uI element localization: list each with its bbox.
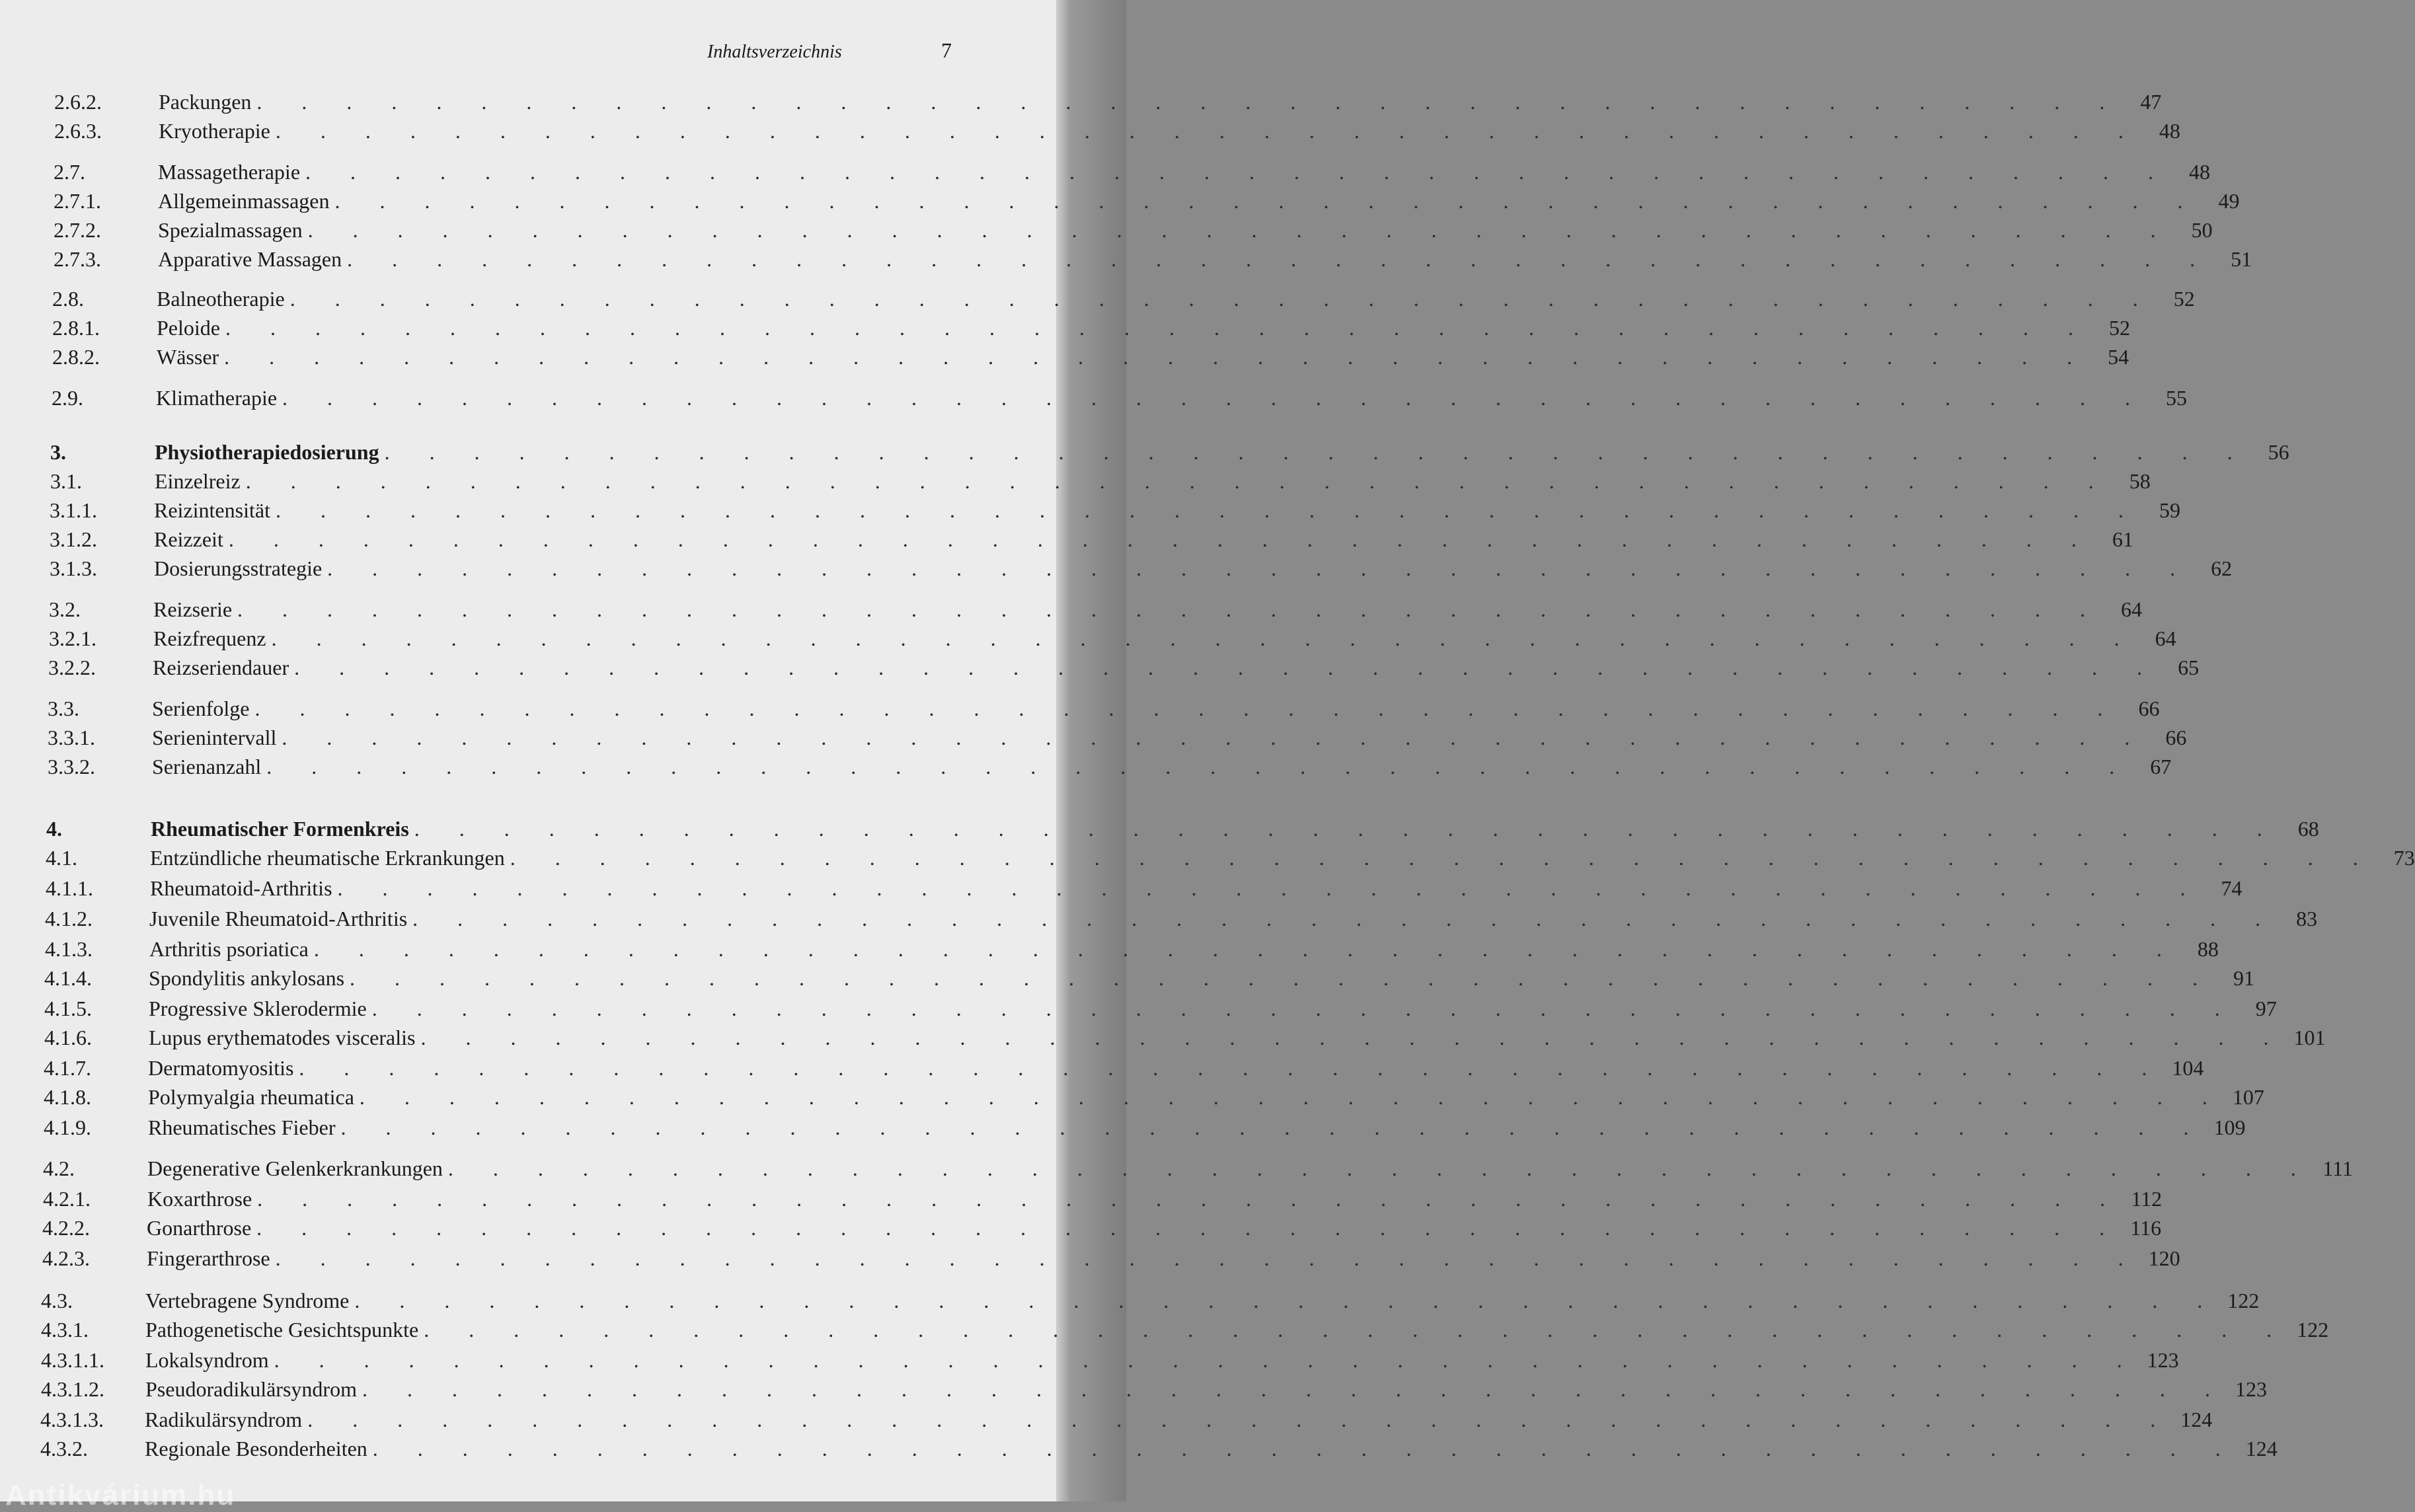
entry-page: 68 <box>2297 817 2319 841</box>
entry-number: 2.7.2. <box>54 218 101 242</box>
entry-page: 101 <box>2293 1026 2326 1049</box>
entry-number: 4.1.9. <box>44 1115 91 1139</box>
dot-leader: . . . . . . . . . . . . . . . . . . . . . . . . . . . . . . . . . . . . . . . . . . <box>510 846 2375 870</box>
entry-page: 66 <box>2138 697 2160 720</box>
toc-entry <box>41 1318 2329 1347</box>
entry-page: 48 <box>2159 119 2180 143</box>
entry-title: Rheumatischer Formenkreis <box>151 817 409 841</box>
entry-title: Massagetherapie <box>158 160 301 184</box>
entry-page: 61 <box>2112 527 2133 551</box>
entry-title: Reizfrequenz <box>153 626 266 650</box>
entry-title: Reizzeit <box>154 527 223 551</box>
entry-number: 4.3.2. <box>40 1437 88 1460</box>
entry-title: Arthritis psoriatica <box>149 937 309 961</box>
entry-title: Polymyalgia rheumatica <box>148 1085 354 1109</box>
entry-number: 3.1. <box>50 469 82 493</box>
toc-entry <box>54 218 2213 247</box>
entry-title: Pseudoradikulärsyndrom <box>145 1377 357 1401</box>
entry-title: Allgemeinmassagen <box>158 189 330 213</box>
entry-title: Reizserie <box>153 597 233 621</box>
running-title: Inhaltsverzeichnis <box>707 42 842 62</box>
entry-number: 4.3.1.1. <box>41 1348 104 1372</box>
dot-leader: . . . . . . . . . . . . . . . . . . . . . . . . . . . . . . . . . . . . . . . . . . <box>294 656 2160 679</box>
entry-number: 3.1.1. <box>50 498 97 522</box>
entry-page: 52 <box>2173 287 2195 311</box>
entry-number: 4. <box>46 817 62 841</box>
toc-entry <box>50 469 2151 498</box>
entry-number: 2.7.3. <box>54 247 101 271</box>
entry-title: Radikulärsyndrom <box>145 1408 303 1431</box>
dot-leader: . . . . . . . . . . . . . . . . . . . . . . . . . . . . . . . . . . . . . . . . . . <box>412 907 2278 930</box>
dot-leader: . . . . . . . . . . . . . . . . . . . . . . . . . . . . . . . . . . . . . . . . . . <box>359 1085 2225 1109</box>
entry-page: 122 <box>2227 1289 2260 1312</box>
entry-title: Dermatomyositis <box>148 1056 294 1080</box>
entry-page: 123 <box>2235 1377 2267 1401</box>
dot-leader: . . . . . . . . . . . . . . . . . . . . . . . . . . . . . . . . . . . . . . . . . . <box>254 697 2120 720</box>
entry-number: 4.1.2. <box>45 907 93 930</box>
toc-chapter-entry <box>46 817 2319 846</box>
entry-number: 2.6.3. <box>54 119 102 143</box>
entry-title: Pathogenetische Gesichtspunkte <box>145 1318 419 1342</box>
entry-title: Rheumatoid-Arthritis <box>150 876 332 900</box>
entry-page: 48 <box>2189 160 2211 184</box>
entry-number: 4.2.3. <box>42 1246 90 1270</box>
entry-page: 107 <box>2232 1085 2264 1109</box>
entry-number: 4.3.1.2. <box>41 1377 104 1401</box>
entry-number: 3.1.2. <box>50 527 97 551</box>
entry-number: 2.7. <box>54 160 85 184</box>
toc-entry <box>43 1187 2163 1216</box>
dot-leader: . . . . . . . . . . . . . . . . . . . . . . . . . . . . . . . . . . . . . . . . . . <box>237 597 2103 621</box>
entry-page: 88 <box>2197 937 2219 961</box>
dot-leader: . . . . . . . . . . . . . . . . . . . . . . . . . . . . . . . . . . . . . . . . . . <box>307 1408 2173 1431</box>
entry-number: 3.1.3. <box>50 556 97 580</box>
dot-leader: . . . . . . . . . . . . . . . . . . . . . . . . . . . . . . . . . . . . . . . . . . <box>299 1056 2165 1080</box>
entry-page: 112 <box>2131 1187 2163 1211</box>
entry-number: 4.3.1. <box>41 1318 89 1342</box>
dot-leader: . . . . . . . . . . . . . . . . . . . . . . . . . . . . . . . . . . . . . . . . . . <box>275 119 2141 143</box>
dot-leader: . . . . . . . . . . . . . . . . . . . . . . . . . . . . . . . . . . . . . . . . . . <box>447 1156 2313 1180</box>
entry-page: 104 <box>2172 1056 2204 1080</box>
entry-title: Entzündliche rheumatische Erkrankungen <box>150 846 505 870</box>
toc-entry <box>48 726 2187 755</box>
toc-entry <box>41 1377 2267 1406</box>
toc-entry <box>44 1056 2204 1085</box>
entry-title: Gonarthrose <box>147 1216 252 1240</box>
entry-page: 51 <box>2231 247 2252 271</box>
dot-leader: . . . . . . . . . . . . . . . . . . . . . . . . . . . . . . . . . . . . . . . . . . <box>362 1377 2227 1401</box>
entry-number: 2.8.1. <box>52 316 100 340</box>
dot-leader: . . . . . . . . . . . . . . . . . . . . . . . . . . . . . . . . . . . . . . . . . . <box>257 1187 2123 1211</box>
entry-title: Apparative Massagen <box>158 247 342 271</box>
entry-page: 54 <box>2108 345 2129 369</box>
entry-title: Vertebragene Syndrome <box>145 1289 350 1312</box>
dot-leader: . . . . . . . . . . . . . . . . . . . . . . . . . . . . . . . . . . . . . . . . . . <box>337 876 2203 900</box>
toc-entry <box>45 937 2219 966</box>
entry-number: 4.1.4. <box>44 966 92 990</box>
entry-title: Dosierungsstrategie <box>154 556 323 580</box>
dot-leader: . . . . . . . . . . . . . . . . . . . . . . . . . . . . . . . . . . . . . . . . . . <box>371 997 2237 1020</box>
entry-page: 109 <box>2213 1115 2246 1139</box>
entry-page: 67 <box>2150 755 2172 778</box>
toc-entry <box>44 1026 2326 1055</box>
dot-leader: . . . . . . . . . . . . . . . . . . . . . . . . . . . . . . . . . . . . . . . . . . <box>266 755 2132 778</box>
entry-number: 2.8. <box>52 287 84 311</box>
dot-leader: . . . . . . . . . . . . . . . . . . . . . . . . . . . . . . . . . . . . . . . . . . <box>275 1246 2141 1270</box>
entry-page: 123 <box>2147 1348 2179 1372</box>
entry-page: 65 <box>2178 656 2200 679</box>
entry-page: 52 <box>2108 316 2130 340</box>
entry-number: 3.2.1. <box>49 626 96 650</box>
toc-entry <box>52 287 2195 316</box>
toc-entry <box>50 556 2233 586</box>
toc-entry <box>40 1437 2278 1466</box>
dot-leader: . . . . . . . . . . . . . . . . . . . . . . . . . . . . . . . . . . . . . . . . . . <box>275 498 2141 522</box>
entry-title: Klimatherapie <box>156 386 278 410</box>
entry-title: Einzelreiz <box>155 469 241 493</box>
entry-title: Lupus erythematodes visceralis <box>149 1026 416 1049</box>
toc-entry <box>45 907 2318 936</box>
entry-title: Physiotherapiedosierung <box>155 440 379 464</box>
entry-number: 4.3.1.3. <box>40 1408 104 1431</box>
entry-page: 116 <box>2130 1216 2162 1240</box>
entry-title: Balneotherapie <box>157 287 285 311</box>
entry-page: 64 <box>2155 626 2176 650</box>
entry-title: Serienfolge <box>152 697 250 720</box>
entry-page: 120 <box>2148 1246 2180 1270</box>
toc-entry <box>44 966 2255 995</box>
entry-number: 2.8.2. <box>52 345 100 369</box>
entry-title: Serienintervall <box>152 726 277 749</box>
dot-leader: . . . . . . . . . . . . . . . . . . . . . . . . . . . . . . . . . . . . . . . . . . <box>282 726 2147 749</box>
dot-leader: . . . . . . . . . . . . . . . . . . . . . . . . . . . . . . . . . . . . . . . . . . <box>256 1216 2122 1240</box>
entry-number: 4.2. <box>43 1156 75 1180</box>
toc-entry <box>54 90 2162 119</box>
dot-leader: . . . . . . . . . . . . . . . . . . . . . . . . . . . . . . . . . . . . . . . . . . <box>224 345 2090 369</box>
toc-entry <box>46 846 2415 875</box>
entry-page: 97 <box>2255 997 2277 1020</box>
toc-entry <box>52 316 2130 345</box>
entry-title: Spezialmassagen <box>158 218 303 242</box>
toc-entry <box>46 876 2242 905</box>
toc-entry <box>54 247 2252 276</box>
entry-page: 111 <box>2322 1156 2353 1180</box>
toc-entry <box>44 1115 2246 1145</box>
entry-title: Serienanzahl <box>152 755 262 778</box>
dot-leader: . . . . . . . . . . . . . . . . . . . . . . . . . . . . . . . . . . . . . . . . . . <box>372 1437 2238 1460</box>
entry-number: 4.1.6. <box>44 1026 92 1049</box>
dot-leader: . . . . . . . . . . . . . . . . . . . . . . . . . . . . . . . . . . . . . . . . . . <box>245 469 2111 493</box>
entry-title: Koxarthrose <box>147 1187 252 1211</box>
dot-leader: . . . . . . . . . . . . . . . . . . . . . . . . . . . . . . . . . . . . . . . . . . <box>340 1115 2206 1139</box>
page-number: 7 <box>941 38 952 62</box>
entry-title: Degenerative Gelenkerkrankungen <box>147 1156 443 1180</box>
entry-number: 4.1.5. <box>44 997 92 1020</box>
entry-title: Spondylitis ankylosans <box>149 966 345 990</box>
entry-title: Peloide <box>157 316 220 340</box>
toc-entry <box>52 386 2188 415</box>
entry-page: 73 <box>2393 846 2415 870</box>
entry-page: 91 <box>2233 966 2255 990</box>
dot-leader: . . . . . . . . . . . . . . . . . . . . . . . . . . . . . . . . . . . . . . . . . . <box>384 440 2250 464</box>
entry-page: 50 <box>2191 218 2213 242</box>
toc-entry <box>43 1156 2353 1186</box>
entry-page: 124 <box>2180 1408 2213 1431</box>
dot-leader: . . . . . . . . . . . . . . . . . . . . . . . . . . . . . . . . . . . . . . . . . . <box>414 817 2280 841</box>
toc-entry <box>48 656 2200 685</box>
entry-title: Progressive Sklerodermie <box>149 997 367 1020</box>
entry-title: Kryotherapie <box>159 119 270 143</box>
dot-leader: . . . . . . . . . . . . . . . . . . . . . . . . . . . . . . . . . . . . . . . . . . <box>305 160 2171 184</box>
dot-leader: . . . . . . . . . . . . . . . . . . . . . . . . . . . . . . . . . . . . . . . . . . <box>289 287 2155 311</box>
entry-number: 3.3. <box>48 697 79 720</box>
entry-page: 83 <box>2296 907 2318 930</box>
entry-page: 49 <box>2218 189 2240 213</box>
toc-entry <box>54 189 2240 218</box>
dot-leader: . . . . . . . . . . . . . . . . . . . . . . . . . . . . . . . . . . . . . . . . . . <box>420 1026 2286 1049</box>
dot-leader: . . . . . . . . . . . . . . . . . . . . . . . . . . . . . . . . . . . . . . . . . . <box>327 556 2193 580</box>
entry-page: 124 <box>2245 1437 2278 1460</box>
toc-entry <box>54 119 2180 148</box>
entry-number: 3. <box>50 440 66 464</box>
entry-page: 122 <box>2297 1318 2329 1342</box>
entry-number: 4.1.3. <box>45 937 93 961</box>
entry-page: 47 <box>2140 90 2162 114</box>
toc-entry <box>41 1348 2179 1377</box>
dot-leader: . . . . . . . . . . . . . . . . . . . . . . . . . . . . . . . . . . . . . . . . . . <box>334 189 2200 213</box>
entry-number: 3.2. <box>49 597 81 621</box>
toc-entry <box>44 997 2277 1026</box>
entry-number: 4.1.8. <box>44 1085 91 1109</box>
dot-leader: . . . . . . . . . . . . . . . . . . . . . . . . . . . . . . . . . . . . . . . . . . <box>354 1289 2220 1312</box>
entry-number: 2.7.1. <box>54 189 101 213</box>
entry-number: 4.2.2. <box>42 1216 90 1240</box>
toc-entry <box>50 498 2180 527</box>
entry-title: Fingerarthrose <box>147 1246 270 1270</box>
dot-leader: . . . . . . . . . . . . . . . . . . . . . . . . . . . . . . . . . . . . . . . . . . <box>271 626 2137 650</box>
entry-page: 56 <box>2268 440 2289 464</box>
dot-leader: . . . . . . . . . . . . . . . . . . . . . . . . . . . . . . . . . . . . . . . . . . <box>313 937 2179 961</box>
entry-title: Juvenile Rheumatoid-Arthritis <box>149 907 408 930</box>
toc-entry <box>54 160 2211 189</box>
toc-entry <box>48 755 2172 784</box>
toc-entry <box>41 1289 2260 1318</box>
entry-title: Rheumatisches Fieber <box>148 1115 336 1139</box>
dot-leader: . . . . . . . . . . . . . . . . . . . . . . . . . . . . . . . . . . . . . . . . . . <box>282 386 2148 410</box>
entry-number: 4.1.1. <box>46 876 93 900</box>
toc-entry <box>52 345 2129 374</box>
entry-page: 55 <box>2166 386 2188 410</box>
dot-leader: . . . . . . . . . . . . . . . . . . . . . . . . . . . . . . . . . . . . . . . . . . <box>350 966 2215 990</box>
entry-title: Packungen <box>159 90 252 114</box>
entry-number: 2.9. <box>52 386 83 410</box>
entry-page: 66 <box>2165 726 2187 749</box>
entry-page: 64 <box>2121 597 2143 621</box>
entry-number: 4.1. <box>46 846 77 870</box>
entry-number: 2.6.2. <box>54 90 102 114</box>
entry-page: 74 <box>2221 876 2242 900</box>
entry-page: 62 <box>2211 556 2233 580</box>
entry-number: 3.2.2. <box>48 656 96 679</box>
toc-entry <box>49 597 2143 626</box>
entry-title: Reizseriendauer <box>153 656 289 679</box>
toc-entry <box>49 626 2176 656</box>
toc-entry <box>40 1408 2213 1437</box>
entry-title: Reizintensität <box>154 498 270 522</box>
dot-leader: . . . . . . . . . . . . . . . . . . . . . . . . . . . . . . . . . . . . . . . . . . <box>256 90 2122 114</box>
toc-chapter-entry <box>50 440 2289 469</box>
toc-entry <box>42 1246 2180 1275</box>
entry-page: 59 <box>2159 498 2180 522</box>
dot-leader: . . . . . . . . . . . . . . . . . . . . . . . . . . . . . . . . . . . . . . . . . . <box>225 316 2090 340</box>
toc-entry <box>44 1085 2264 1114</box>
entry-number: 4.2.1. <box>43 1187 91 1211</box>
watermark: Antikvárium.hu <box>5 1479 236 1511</box>
entry-number: 4.1.7. <box>44 1056 91 1080</box>
dot-leader: . . . . . . . . . . . . . . . . . . . . . . . . . . . . . . . . . . . . . . . . . . <box>347 247 2213 271</box>
dot-leader: . . . . . . . . . . . . . . . . . . . . . . . . . . . . . . . . . . . . . . . . . . <box>228 527 2094 551</box>
entry-title: Wässer <box>157 345 219 369</box>
entry-number: 4.3. <box>41 1289 73 1312</box>
entry-number: 3.3.1. <box>48 726 95 749</box>
toc-entry <box>50 527 2133 556</box>
entry-title: Regionale Besonderheiten <box>145 1437 367 1460</box>
toc-entry <box>48 697 2160 726</box>
dot-leader: . . . . . . . . . . . . . . . . . . . . . . . . . . . . . . . . . . . . . . . . . . <box>307 218 2173 242</box>
entry-number: 3.3.2. <box>48 755 95 778</box>
toc-entry <box>42 1216 2162 1245</box>
entry-page: 58 <box>2129 469 2151 493</box>
dot-leader: . . . . . . . . . . . . . . . . . . . . . . . . . . . . . . . . . . . . . . . . . . <box>274 1348 2139 1372</box>
entry-title: Lokalsyndrom <box>145 1348 269 1372</box>
dot-leader: . . . . . . . . . . . . . . . . . . . . . . . . . . . . . . . . . . . . . . . . . . <box>424 1318 2289 1342</box>
